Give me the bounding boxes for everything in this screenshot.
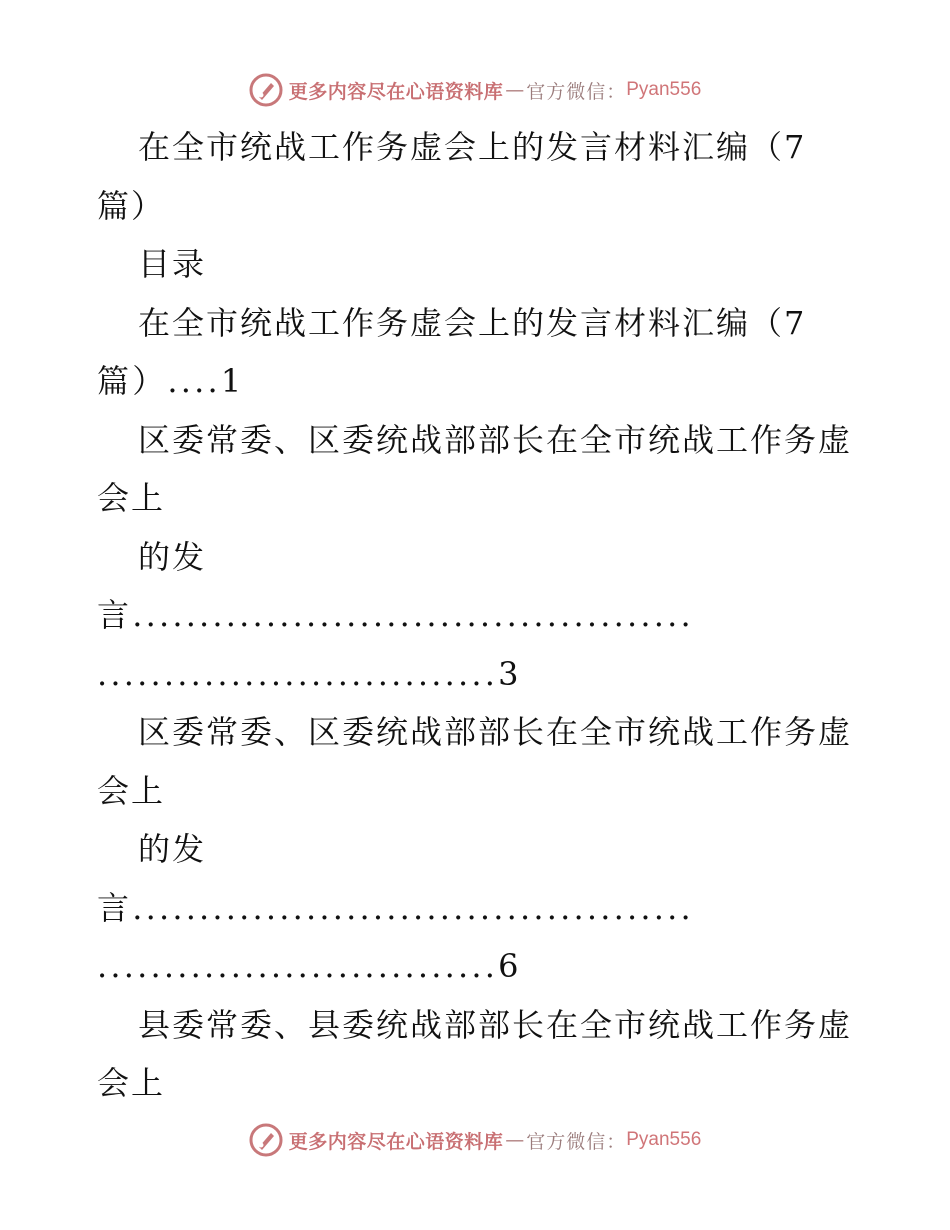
toc-entry-3-line-3: 的发 [138,830,207,868]
toc-entry-2-line-2: 会上 [97,479,166,517]
watermark-brand: 更多内容尽在心语资料库 [288,80,504,103]
document-body [97,118,867,1113]
footer-watermark [0,1120,950,1160]
watermark-dash: — [505,1129,525,1151]
toc-entry-3-page: ..............................6 [97,947,522,985]
toc-entry-3-line-4: 言.......................................... [97,888,694,927]
toc-entry-3-line-2: 会上 [97,771,166,810]
toc-entry-2-page: ..............................3 [97,654,522,693]
pen-nib-logo-icon [249,73,283,107]
document-title-line-1: 在全市统战工作务虚会上的发言材料汇编（7 [138,128,807,166]
watermark-wechat-id: Pyan556 [626,79,702,100]
toc-entry-2-line-1: 区委常委、区委统战部部长在全市统战工作务虚 [138,420,853,459]
watermark-brand: 更多内容尽在心语资料库 [288,1130,504,1153]
watermark-official-label: 官方微信： [526,80,627,103]
watermark-wechat-id: Pyan556 [626,1129,702,1150]
toc-entry-4-line-2: 会上 [97,1064,166,1102]
watermark-dash: — [505,79,525,101]
watermark-official-label: 官方微信： [526,1130,627,1153]
toc-entry-4-line-1: 县委常委、县委统战部部长在全市统战工作务虚 [138,1005,853,1044]
toc-heading: 目录 [138,245,207,283]
pen-nib-logo-icon [249,1123,283,1157]
toc-entry-2-line-4: 言.......................................... [97,596,694,634]
toc-entry-2-line-3: 的发 [138,537,207,576]
toc-entry-1-line-1: 在全市统战工作务虚会上的发言材料汇编（7 [138,303,807,342]
document-title-line-2: 篇） [97,186,166,225]
toc-entry-1-line-2: 篇）....1 [97,362,245,400]
header-watermark [0,70,950,110]
toc-entry-3-line-1: 区委常委、区委统战部部长在全市统战工作务虚 [138,713,853,751]
